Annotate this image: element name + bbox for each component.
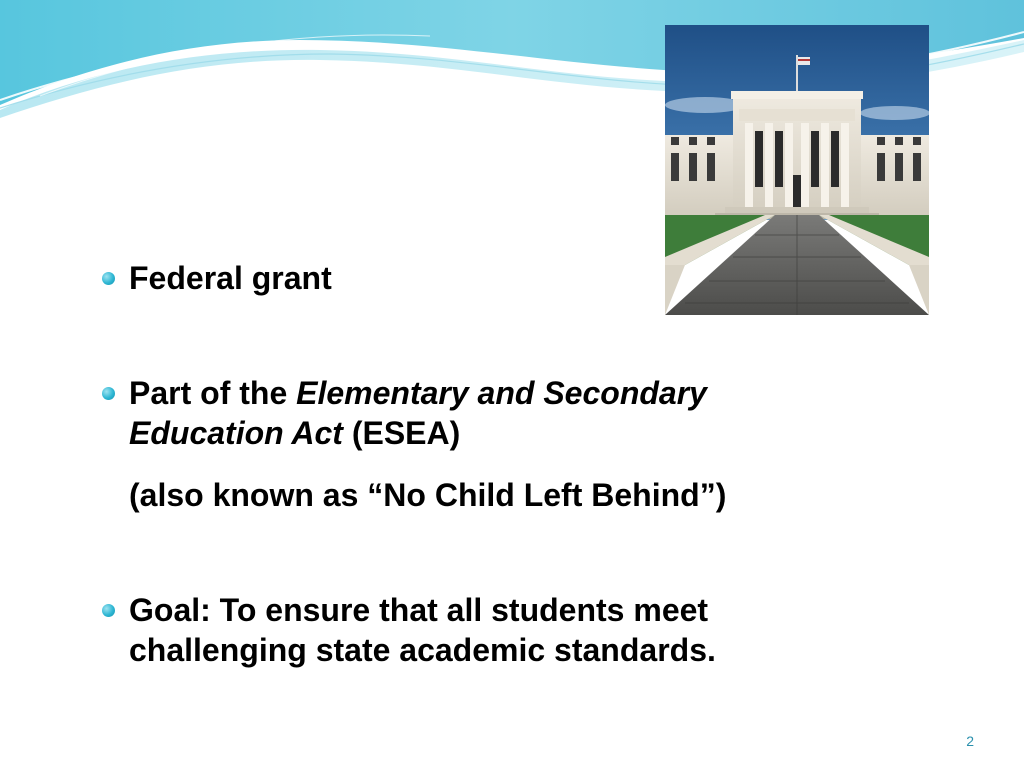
bullet-dot-icon bbox=[102, 604, 115, 617]
bullet-line bbox=[129, 413, 889, 453]
bullet-text bbox=[129, 590, 889, 670]
bullet-item-federal-grant bbox=[102, 258, 902, 302]
bullet-line: Federal grant bbox=[129, 260, 332, 296]
bullet-continuation: (also known as “No Child Left Behind”) bbox=[129, 477, 727, 513]
act-name-part-2: Education Act bbox=[129, 415, 343, 451]
bullet-line: challenging state academic standards. bbox=[129, 632, 716, 668]
bullet-dot-icon bbox=[102, 272, 115, 285]
bullet-suffix: (ESEA) bbox=[342, 415, 461, 451]
bullet-item-esea bbox=[102, 373, 902, 513]
bullet-text bbox=[129, 258, 889, 298]
act-name-part-1: Elementary and Secondary bbox=[296, 375, 707, 411]
bullet-prefix: Part of the bbox=[129, 375, 297, 411]
bullet-line bbox=[129, 373, 889, 413]
bullet-line: Goal: To ensure that all students meet bbox=[129, 592, 709, 628]
bullet-dot-icon bbox=[102, 387, 115, 400]
bullet-text bbox=[129, 373, 889, 515]
slide-number: 2 bbox=[966, 733, 974, 749]
bullet-item-goal bbox=[102, 590, 902, 680]
